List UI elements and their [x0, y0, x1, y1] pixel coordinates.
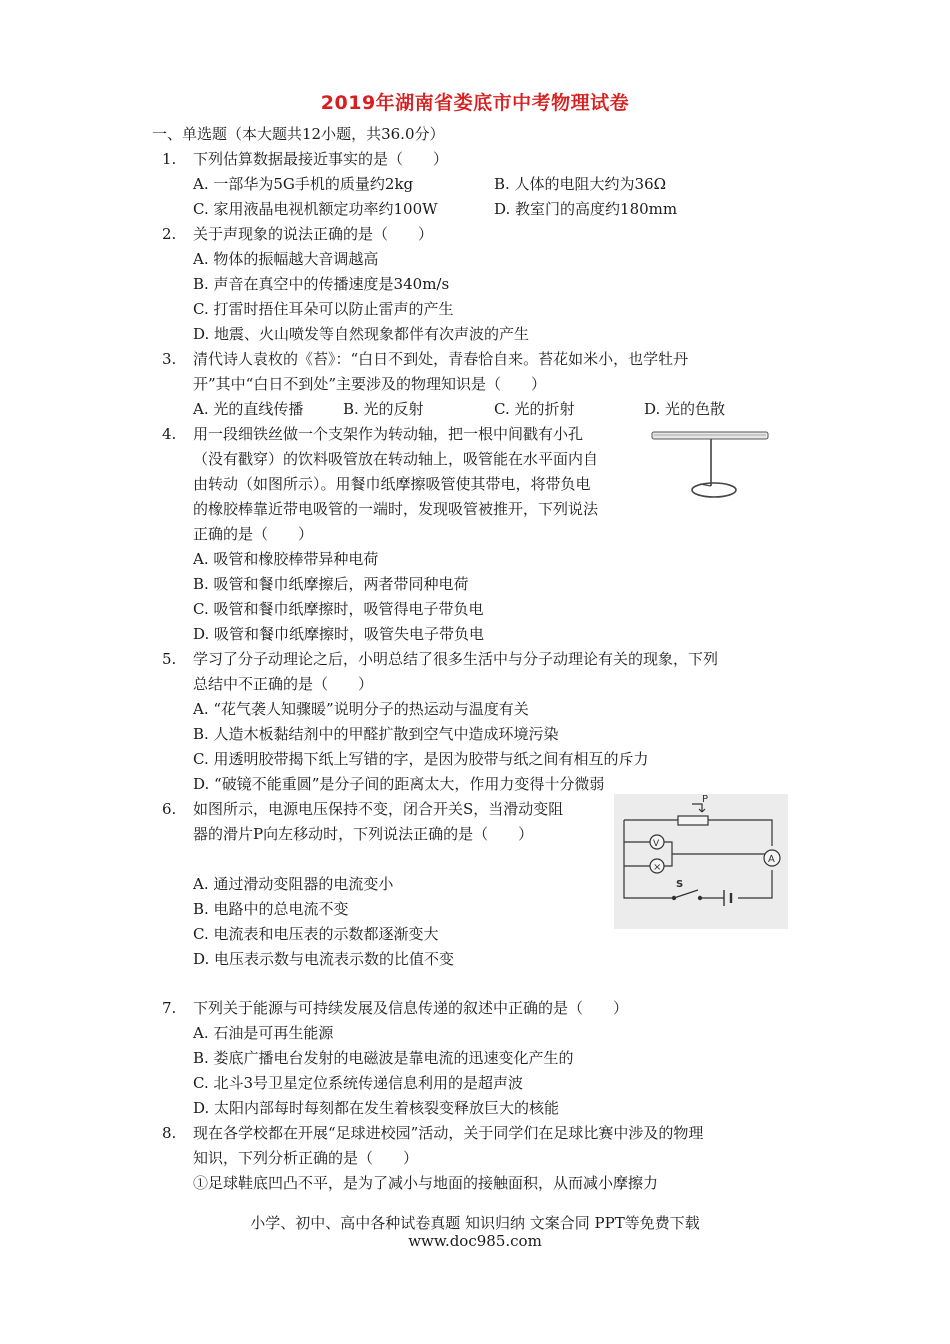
question-number: 8. — [162, 1124, 177, 1142]
option: A. 石油是可再生能源 — [193, 1024, 334, 1042]
option: B. 人体的电阻大约为36Ω — [494, 175, 667, 193]
option: D. 太阳内部每时每刻都在发生着核裂变释放巨大的核能 — [193, 1099, 560, 1117]
question-text: 下列估算数据最接近事实的是（ ） — [193, 150, 449, 168]
page-title: 2019年湖南省娄底市中考物理试卷 — [320, 92, 630, 114]
option: A. 光的直线传播 — [193, 400, 304, 418]
question-text: 如图所示，电源电压保持不变，闭合开关S，当滑动变阻 — [193, 800, 564, 818]
question-text: 正确的是（ ） — [193, 525, 314, 543]
option: A. 通过滑动变阻器的电流变小 — [193, 875, 394, 893]
option: C. 用透明胶带揭下纸上写错的字，是因为胶带与纸之间有相互的斥力 — [193, 750, 649, 768]
question-number: 7. — [162, 999, 177, 1017]
section-heading: 一、单选题（本大题共12小题，共36.0分） — [152, 125, 445, 143]
question-text: 清代诗人袁枚的《苔》：“白日不到处，青春恰自来。苔花如米小，也学牡丹 — [193, 350, 689, 368]
option: D. 教室门的高度约180mm — [494, 200, 678, 218]
lamp-label: × — [653, 862, 662, 873]
footer-text: 小学、初中、高中各种试卷真题 知识归纳 文案合同 PPT等免费下载 — [250, 1214, 700, 1232]
question-text: 学习了分子动理论之后，小明总结了很多生活中与分子动理论有关的现象，下列 — [193, 650, 719, 668]
circuit-diagram — [614, 794, 788, 929]
option: B. 声音在真空中的传播速度是340m/s — [193, 275, 450, 293]
option: C. 家用液晶电视机额定功率约100W — [193, 200, 438, 218]
question-text: 关于声现象的说法正确的是（ ） — [193, 225, 434, 243]
question-number: 2. — [162, 225, 177, 243]
question-text: 知识，下列分析正确的是（ ） — [193, 1149, 419, 1167]
switch-label: S — [676, 879, 684, 890]
option: C. 吸管和餐巾纸摩擦时，吸管得电子带负电 — [193, 600, 484, 618]
slider-label: P — [702, 794, 709, 805]
question-text: 的橡胶棒靠近带电吸管的一端时，发现吸管被推开，下列说法 — [193, 500, 599, 518]
option: C. 光的折射 — [494, 400, 575, 418]
option: D. 电压表示数与电流表示数的比值不变 — [193, 950, 455, 968]
option: C. 电流表和电压表的示数都逐渐变大 — [193, 925, 439, 943]
option: A. 吸管和橡胶棒带异种电荷 — [193, 550, 379, 568]
question-text: 开”其中“白日不到处”主要涉及的物理知识是（ ） — [193, 375, 547, 393]
straw-on-pivot-figure — [648, 424, 774, 506]
option: C. 打雷时捂住耳朵可以防止雷声的产生 — [193, 300, 454, 318]
option: B. 娄底广播电台发射的电磁波是靠电流的迅速变化产生的 — [193, 1049, 574, 1067]
question-text: 器的滑片P向左移动时，下列说法正确的是（ ） — [193, 825, 534, 843]
question-text: 现在各学校都在开展“足球进校园”活动，关于同学们在足球比赛中涉及的物理 — [193, 1124, 704, 1142]
question-text: 总结中不正确的是（ ） — [193, 675, 374, 693]
option: A. 物体的振幅越大音调越高 — [193, 250, 379, 268]
question-text: 下列关于能源与可持续发展及信息传递的叙述中正确的是（ ） — [193, 999, 629, 1017]
ammeter-label: A — [768, 854, 775, 865]
option: D. 地震、火山喷发等自然现象都伴有次声波的产生 — [193, 325, 530, 343]
option: B. 人造木板黏结剂中的甲醛扩散到空气中造成环境污染 — [193, 725, 559, 743]
option: D. 光的色散 — [644, 400, 726, 418]
option: A. “花气袭人知骤暖”说明分子的热运动与温度有关 — [193, 700, 529, 718]
option: A. 一部华为5G手机的质量约2kg — [193, 175, 414, 193]
question-text: （没有戳穿）的饮料吸管放在转动轴上，吸管能在水平面内自 — [193, 450, 599, 468]
footer-url: www.doc985.com — [408, 1232, 542, 1250]
question-text: ①足球鞋底凹凸不平，是为了减小与地面的接触面积，从而减小摩擦力 — [193, 1174, 659, 1192]
question-number: 5. — [162, 650, 177, 668]
option: D. “破镜不能重圆”是分子间的距离太大，作用力变得十分微弱 — [193, 775, 605, 793]
option: B. 吸管和餐巾纸摩擦后，两者带同种电荷 — [193, 575, 469, 593]
option: C. 北斗3号卫星定位系统传递信息利用的是超声波 — [193, 1074, 524, 1092]
question-number: 6. — [162, 800, 177, 818]
question-text: 用一段细铁丝做一个支架作为转动轴，把一根中间戳有小孔 — [193, 425, 584, 443]
option: B. 光的反射 — [343, 400, 424, 418]
question-number: 1. — [162, 150, 177, 168]
option: B. 电路中的总电流不变 — [193, 900, 349, 918]
question-number: 3. — [162, 350, 177, 368]
option: D. 吸管和餐巾纸摩擦时，吸管失电子带负电 — [193, 625, 485, 643]
question-number: 4. — [162, 425, 177, 443]
voltmeter-label: V — [653, 839, 660, 849]
question-text: 由转动（如图所示）。用餐巾纸摩擦吸管使其带电，将带负电 — [193, 475, 591, 493]
